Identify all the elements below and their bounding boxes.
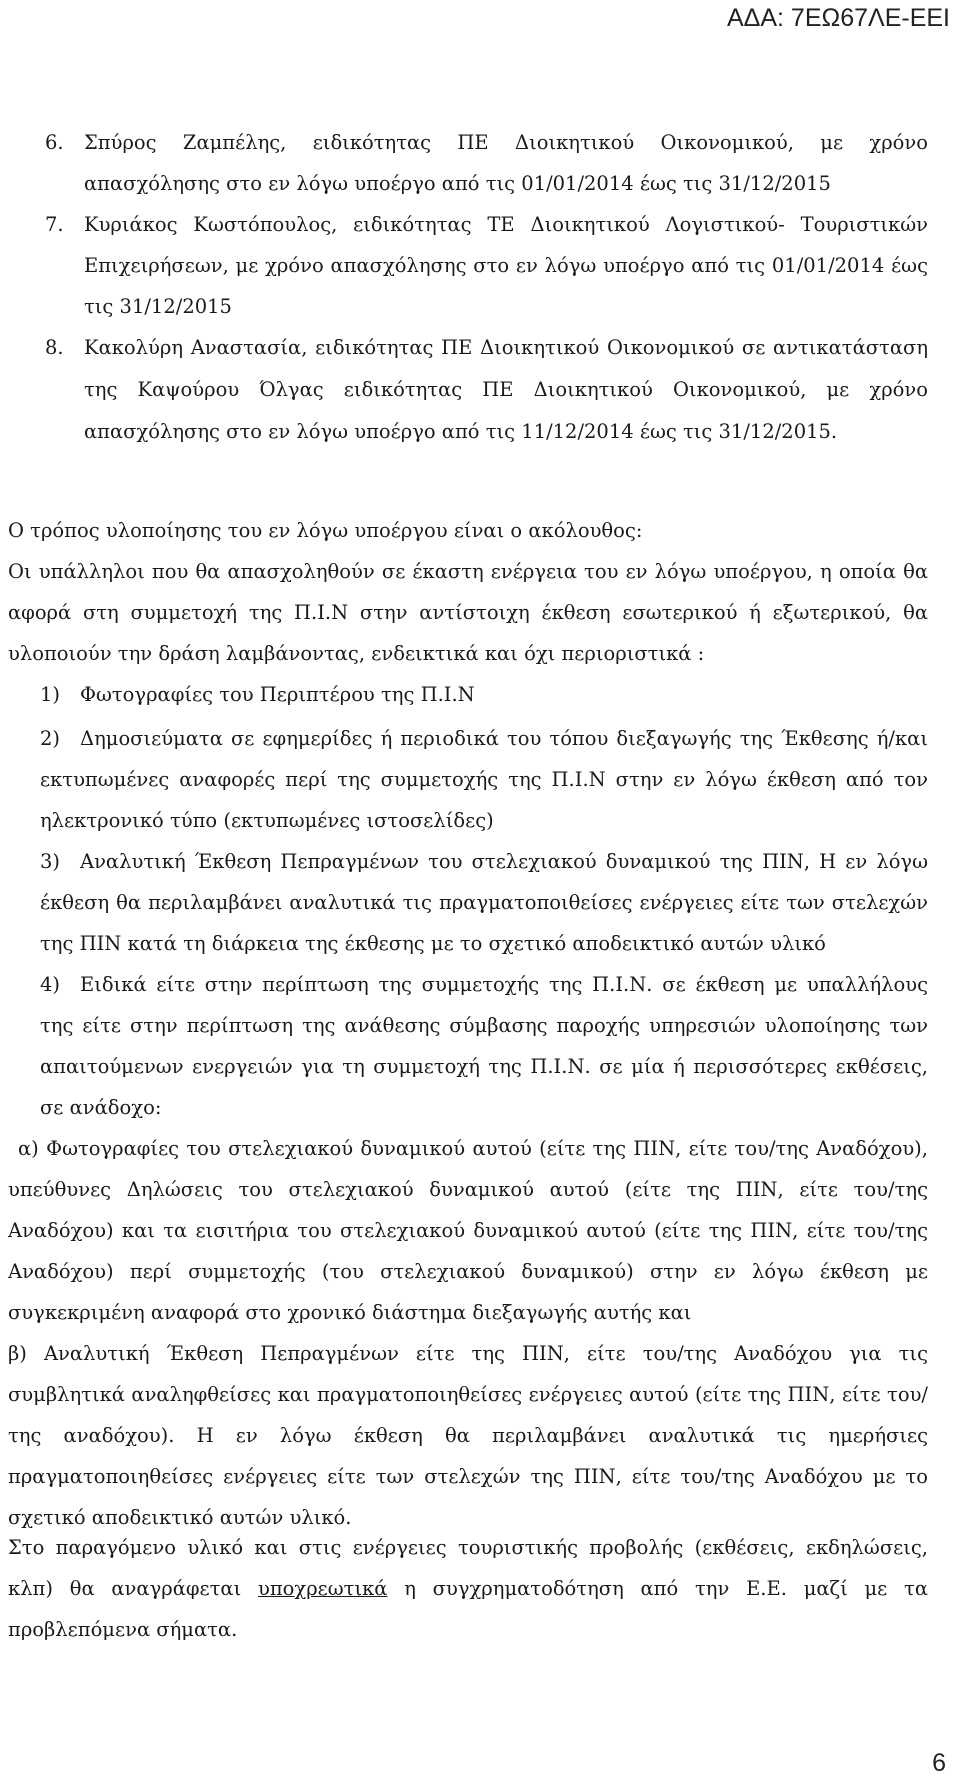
case-b-label: β) <box>8 1342 27 1365</box>
closing-text-before: Στο παραγόμενο υλικό και στις ενέργειες τουριστικής προβολής (εκθέσεις, εκδηλώσεις, κλπ) θα αναγράφεται <box>8 1536 928 1600</box>
staff-text: Κακολύρη Αναστασία, ειδικότητας ΠΕ Διοικητικού Οικονομικού σε αντικατάσταση της Καψούρου Όλγας ειδικότητας ΠΕ Διοικητικού Οικονομικού, με χρόνο απασχόλησης στο εν λόγω υποέργο από τις 11/12/2014 έως τις 31/12/2015. <box>84 336 928 443</box>
case-b-text: Αναλυτική Έκθεση Πεπραγμένων είτε της ΠΙΝ, είτε του/της Αναδόχου για τις συμβλητικά αναληφθείσες και πραγματοποιηθείσες ενέργειες αυτού (είτε της ΠΙΝ, είτε του/της αναδόχου). Η εν λόγω έκθεση θα περιλαμβάνει αναλυτικά τις ημερήσιες πραγματοποιηθείσες ενέργειες είτε των στελεχών της ΠΙΝ, είτε του/της Αναδόχου με το σχετικό αποδεικτικό αυτών υλικό. <box>8 1342 928 1529</box>
deliverable-label: 3) <box>40 850 61 873</box>
staff-text: Σπύρος Ζαμπέλης, ειδικότητας ΠΕ Διοικητικού Οικονομικού, με χρόνο απασχόλησης στο εν λόγω υποέργο από τις 01/01/2014 έως τις 31/12/2015 <box>84 131 928 195</box>
deliverable-text: Ειδικά είτε στην περίπτωση της συμμετοχής της Π.Ι.Ν. σε έκθεση με υπαλλήλους της είτε στην περίπτωση της ανάθεσης σύμβασης παροχής υπηρεσιών υλοποίησης των απαιτούμενων ενεργειών για τη συμμετοχή της Π.Ι.Ν. σε μία ή περισσότερες εκθέσεις, σε ανάδοχο: <box>40 973 928 1119</box>
page-number: 6 <box>932 1749 946 1777</box>
deliverable-label: 1) <box>40 683 61 706</box>
deliverable-text: Δημοσιεύματα σε εφημερίδες ή περιοδικά του τόπου διεξαγωγής της Έκθεσης ή/και εκτυπωμένες αναφορές περί της συμμετοχής της Π.Ι.Ν στην εν λόγω έκθεση από τον ηλεκτρονικό τύπο (εκτυπωμένες ιστοσελίδες) <box>40 727 928 832</box>
method-body: Οι υπάλληλοι που θα απασχοληθούν σε έκαστη ενέργεια του εν λόγω υποέργου, η οποία θα αφορά στη συμμετοχή της Π.Ι.Ν στην αντίστοιχη έκθεση εσωτερικού ή εξωτερικού, θα υλοποιούν την δράση λαμβάνοντας, ενδεικτικά και όχι περιοριστικά : <box>8 560 928 665</box>
staff-number: 6. <box>45 131 64 154</box>
case-a <box>8 1128 928 1333</box>
case-a-label: α) <box>18 1137 39 1160</box>
closing-underlined-word: υποχρεωτικά <box>257 1577 388 1600</box>
staff-text: Κυριάκος Κωστόπουλος, ειδικότητας ΤΕ Διοικητικού Λογιστικού- Τουριστικών Επιχειρήσεων, με χρόνο απασχόλησης στο εν λόγω υποέργο από τις 01/01/2014 έως τις 31/12/2015 <box>84 213 928 318</box>
method-intro: Ο τρόπος υλοποίησης του εν λόγω υποέργου είναι ο ακόλουθος: <box>8 519 643 542</box>
deliverable-label: 4) <box>40 973 61 996</box>
deliverable-text: Φωτογραφίες του Περιπτέρου της Π.Ι.Ν <box>80 683 475 706</box>
deliverable-text: Αναλυτική Έκθεση Πεπραγμένων του στελεχιακού δυναμικού της ΠΙΝ, Η εν λόγω έκθεση θα περιλαμβάνει αναλυτικά τις πραγματοποιθείσες ενέργειες είτε των στελεχών της ΠΙΝ κατά τη διάρκεια της έκθεσης με το σχετικό αποδεικτικό αυτών υλικό <box>40 850 928 955</box>
closing-text-after: η συγχρηματοδότηση από την Ε.Ε. μαζί με τα προβλεπόμενα σήματα. <box>8 1577 928 1641</box>
case-a-text: Φωτογραφίες του στελεχιακού δυναμικού αυτού (είτε της ΠΙΝ, είτε του/της Αναδόχου), υπεύθυνες Δηλώσεις του στελεχιακού δυναμικού αυτού (είτε της ΠΙΝ, είτε του/της Αναδόχου) και τα εισιτήρια του στελεχιακού δυναμικού αυτού (είτε της ΠΙΝ, είτε του/της Αναδόχου) περί συμμετοχής (του στελεχιακού δυναμικού) στην εν λόγω έκθεση με συγκεκριμένη αναφορά στο χρονικό διάστημα διεξαγωγής αυτής και <box>8 1137 928 1324</box>
closing-paragraph <box>8 1527 928 1650</box>
deliverable-label: 2) <box>40 727 61 750</box>
staff-number: 7. <box>45 213 64 236</box>
staff-number: 8. <box>45 336 64 359</box>
case-b <box>8 1333 928 1538</box>
ada-code: ΑΔΑ: 7ΕΩ67ΛΕ-ΕΕΙ <box>726 4 950 32</box>
